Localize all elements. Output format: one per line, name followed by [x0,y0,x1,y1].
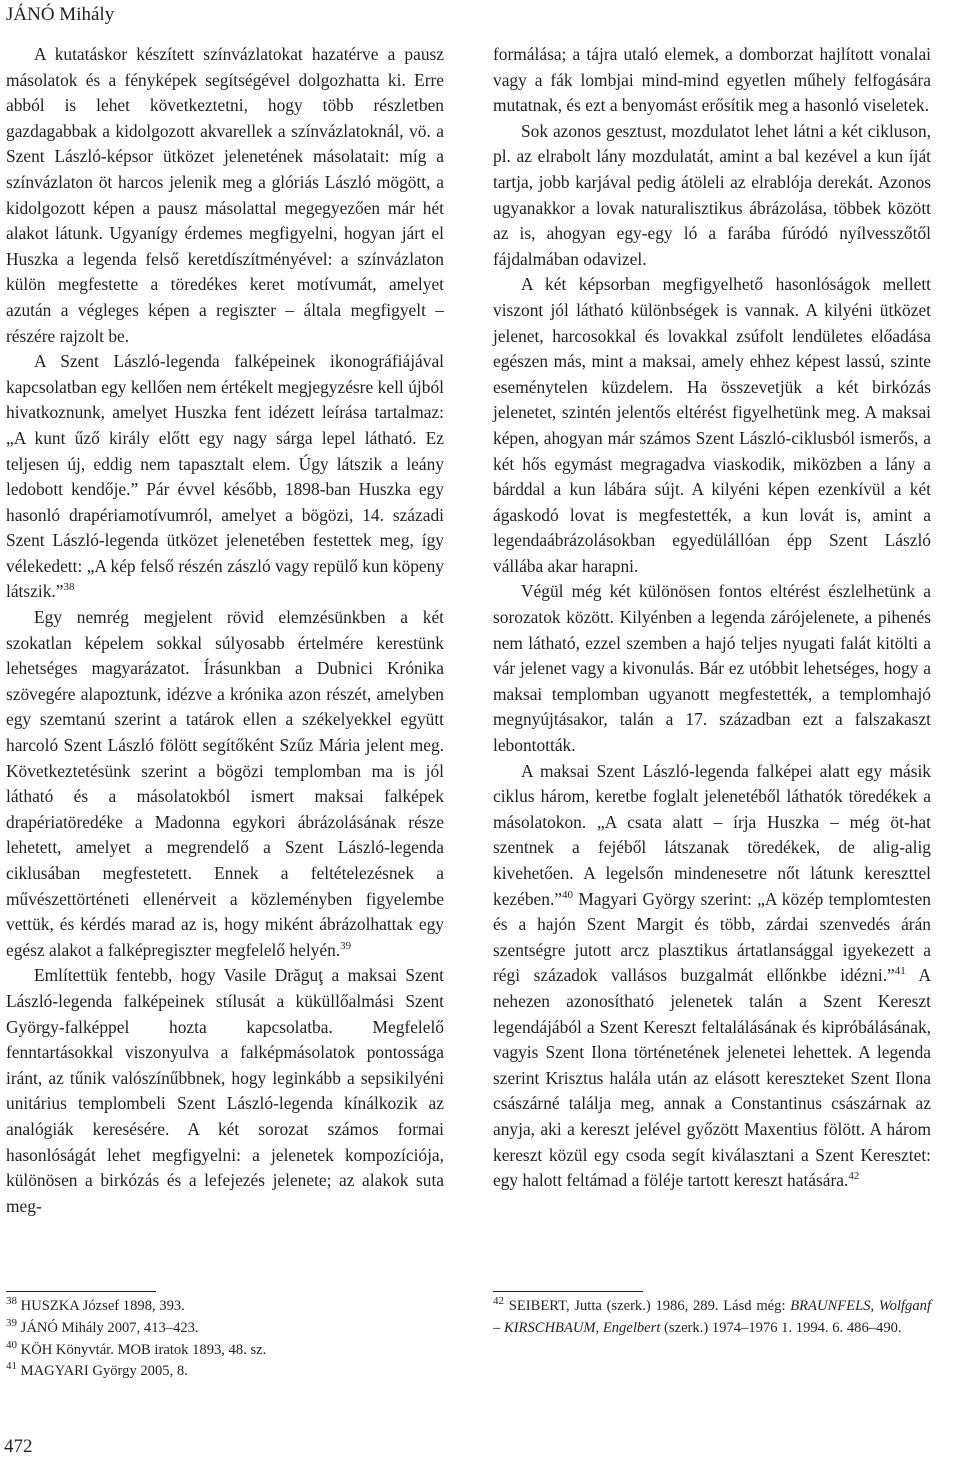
paragraph [6,42,444,349]
footnote-reference[interactable]: 41 [894,965,906,978]
paragraph [6,963,444,1219]
footnote-reference[interactable]: 42 [848,1170,860,1183]
footnote-text: MAGYARI György 2005, 8. [20,1363,188,1380]
footnote [6,1340,444,1362]
footnote-number: 40 [6,1338,17,1351]
footnote-divider [493,1291,643,1292]
footnote-text: (szerk.) 1974–1976 1. 1994. 6. 486–490. [660,1319,902,1336]
paragraph [493,272,931,579]
paragraph [493,579,931,758]
paragraph-text: A nehezen azonosítható jelenetek talán a Szent Kereszt legendájából a Szent Kereszt feltalálásának és kipróbálásának, vagyis Szent Ilona történetének jelenetei lehettek. A legenda szerint Krisztus halála után az elásott kereszteket Szent Ilona császárné találja meg, annak a Constantinus császárnak az anyja, aki a kereszt jelével győzött Maxentius fölött. A három kereszt közül egy csoda segít kiválasztani a Szent Keresztet: egy halott feltámad a föléje tartott kereszt hatására. [493,965,932,1191]
footnote-number: 42 [493,1295,504,1308]
footnote [6,1296,444,1318]
footnote-number: 39 [6,1316,17,1329]
paragraph-text: Egy nemrég megjelent rövid elemzésünkben a két szokatlan képelem sokkal súlyosabb értelmére kerestünk lehetséges magyarázatot. Írásunkban a Dubnici Krónika szövegére alapoztunk, idézve a krónika azon részét, amelyben egy szemtanú szerint a tatárok ellen a székelyekkel együtt harcoló Szent László fölött segítőként Szűz Mária jelent meg. Következtetésünk szerint a bögözi templomban ma is jól látható és a másolatokból ismert maksai falképek drapériatöredéke a Madonna egykori ábrázolásának része lehetett, amelyet a megrendelő a Szent László-legenda ciklusában megfestetett. Ennek a feltételezésnek a művészettörténeti ellenérveit a közleményben figyelembe vettük, és kérdés marad az is, hogy miként ábrázolhattak egy egész alakot a falképregiszter megfelelő helyén. [6,607,444,960]
footnote-number: 41 [6,1360,17,1373]
paragraph [6,349,444,605]
paragraph [6,605,444,963]
paragraph-text: Végül még két különösen fontos eltérést észlelhetünk a sorozatok között. Kilyénben a legenda zárójelenete, a pihenés nem látható, ezzel szemben a hajó teljes nyugati falát kitölti a vár jelenet vagy a kivonulás. Bár ez utóbbit lehetséges, hogy a maksai templomban ugyanott megfestették, a templomhajó megnyújtásakor, talán a 17. században ezt a falszakaszt lebontották. [493,581,931,756]
footnote-number: 38 [6,1295,17,1308]
paragraph [493,759,931,1194]
footnotes-left [6,1296,444,1383]
right-column [493,42,931,1194]
footnote-divider [6,1291,156,1292]
paragraph-text: Magyari György szerint: „A közép templomtesten és a hajón Szent Margit és több, zárdai szenvedés árán szentségre jutott arcz plasztikus ártatlansággal igyekezett a régi századok vallásos buzgalmát ellőnkbe idézni.” [493,888,931,986]
footnote-text: JÁNÓ Mihály 2007, 413–423. [20,1319,199,1336]
page-number: 472 [4,1436,33,1457]
footnote [493,1296,931,1340]
paragraph-text: A maksai Szent László-legenda falképei alatt egy másik ciklus három, keretbe foglalt jelenetéből láthatók töredékek a másolatokon. „A csata alatt – írja Huszka – még öt-hat szentnek a fejéből látszanak töredékek, de alig-alig kivehetően. A legelsőn mindenesetre nőt látunk kereszttel kezében.” [493,760,931,909]
footnote-text: HUSZKA József 1898, 393. [20,1298,185,1314]
left-column [6,42,444,1219]
footnote-author-italic: BRAUNFELS, Wolfganf – KIRSCHBAUM, Engelbert [493,1298,932,1336]
footnote-reference[interactable]: 40 [562,888,574,901]
footnote-text: SEIBERT, Jutta (szerk.) 1986, 289. Lásd még: [508,1298,791,1314]
paragraph [493,119,931,273]
running-header: JÁNÓ Mihály [6,4,115,25]
footnote-reference[interactable]: 38 [63,581,75,594]
footnote [6,1361,444,1383]
footnote-reference[interactable]: 39 [340,939,352,952]
paragraph-text: A két képsorban megfigyelhető hasonlóságok mellett viszont jól látható különbségek is vannak. A kilyéni ütközet jelenet, harcosokkal és lovakkal zsúfolt lendületes előadása egészen más, mint a maksai, amely ehhez képest lassú, szinte eseménytelen küzdelem. Ha összevetjük a két birkózás jelenetet, szintén jelentős eltérést figyelhetünk meg. A maksai képen, ahogyan már számos Szent László-ciklusból ismerős, a két hős egymást megragadva viaskodik, miközben a lány a bárddal a kun lábára sújt. A kilyéni képen ezenkívül a két ágaskodó lovat is megfestették, a kun lovát is, amint a legendaábrázolásokban egyedülállóan épp Szent László vállába akar harapni. [493,274,931,576]
paragraph-text: Említettük fentebb, hogy Vasile Drăguţ a maksai Szent László-legenda falképeinek stílusát a küküllőalmási Szent György-falképpel hozta kapcsolatba. Megfelelő fenntartásokkal viszonyulva a falképmásolatok pontossága iránt, az tűnik valószínűbbnek, hogy leginkább a sepsikilyéni unitárius templombeli Szent László-legenda kínálkozik az analógiák keresésére. A két sorozat számos formai hasonlóságát lehet megfigyelni: a jelenetek kompozíciója, különösen a birkózás és a lefejezés jelenete; az alakok suta meg- [6,965,444,1216]
footnote [6,1318,444,1340]
paragraph-text: A Szent László-legenda falképeinek ikonográfiájával kapcsolatban egy kellően nem értékelt megjegyzésre kell újból hivatkoznunk, amelyet Huszka fent idézett leírása tartalmaz: „A kunt űző király előtt egy nagy sárga lepel látható. Ez teljesen új, eddig nem tapasztalt elem. Úgy látszik a leány ledobott kendője.” Pár évvel később, 1898-ban Huszka egy hasonló drapériamotívumról, amelyet a bögözi, 14. századi Szent László-legenda ütközet jelenetében festettek meg, így vélekedett: „A kép felső részén zászló vagy repülő kun köpeny látszik.” [6,351,444,602]
paragraph [493,42,931,119]
paragraph-text: formálása; a tájra utaló elemek, a domborzat hajlított vonalai vagy a fák lombjai mind-mind egyetlen műhely felfogására mutatnak, és ezt a benyomást erősítik meg a hasonló viseletek. [493,44,931,116]
paragraph-text: Sok azonos gesztust, mozdulatot lehet látni a két cikluson, pl. az elrabolt lány mozdulatát, amint a bal kezével a kun íját tartja, jobb karjával pedig átöleli az elrablója derekát. Azonos ugyanakkor a lovak naturalisztikus ábrázolása, többek között az is, ahogyan egy-egy ló a farába fúródó nyílvesszőtől fájdalmában odavizel. [493,120,931,269]
paragraph-text: A kutatáskor készített színvázlatokat hazatérve a pausz másolatok és a fényképek segítségével dolgozhatta ki. Erre abból is lehet következtetni, hogy több részletben gazdagabbak a kidolgozott akvarellek a színvázlatoknál, vö. a Szent László-képsor ütközet jelenetének másolatait: míg a színvázlaton öt harcos jelenik meg a glóriás László mögött, a kidolgozott képen a pausz másolattal megegyezően már hét alakot látunk. Ugyanígy érdemes megfigyelni, hogyan járt el Huszka a legenda felső keretdíszítményével: a színvázlaton külön megfestette a töredékes keret motívumát, amelyet azután a végleges képen a regiszter – általa megfigyelt – részére rajzolt be. [6,44,444,346]
footnote-text: KÖH Könyvtár. MOB iratok 1893, 48. sz. [20,1341,267,1358]
footnotes-right [493,1296,931,1340]
